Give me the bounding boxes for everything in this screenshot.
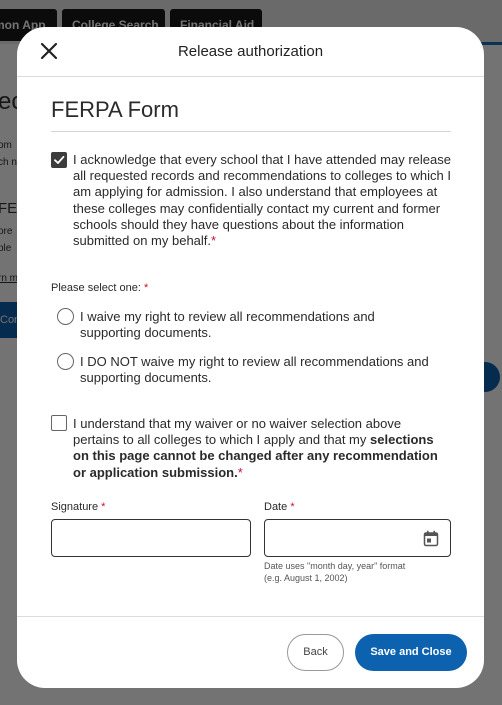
acknowledge-statement: I acknowledge that every school that I have attended may release all requested records and recommendations to colleges to which I am applying for admission. I also understand that employees at these colleges may confidentially contact my current and former schools should they have questions about the information submitted on my behalf. [73, 152, 451, 249]
signature-input[interactable] [51, 519, 251, 557]
date-hint-line: Date uses "month day, year" format [264, 561, 406, 571]
required-mark: * [211, 233, 217, 249]
understand-statement: I understand that my waiver or no waiver selection above pertains to all colleges to which I apply and that my [73, 416, 402, 448]
form-title: FERPA Form [51, 97, 179, 122]
waive-option-label[interactable]: I waive my right to review all recommendations and supporting documents. [80, 309, 375, 341]
waive-radio[interactable] [57, 308, 74, 325]
date-hint-example: (e.g. August 1, 2002) [264, 573, 348, 583]
date-format-hint [264, 560, 405, 584]
understand-emphasis: selections on this page cannot be changed after any recommendation or application submission. [73, 432, 438, 480]
required-mark: * [290, 501, 295, 513]
select-prompt-label: Please select one: [51, 282, 141, 294]
required-mark: * [237, 464, 243, 480]
date-label-text: Date [264, 501, 288, 513]
acknowledge-checkbox[interactable] [51, 152, 67, 168]
do-not-waive-option-label[interactable]: I DO NOT waive my right to review all recommendations and supporting documents. [80, 354, 429, 386]
calendar-icon[interactable] [423, 530, 439, 547]
signature-label-text: Signature [51, 501, 99, 513]
back-button[interactable]: Back [287, 634, 344, 671]
date-input[interactable] [264, 519, 451, 557]
select-prompt [51, 282, 148, 294]
required-mark: * [143, 282, 149, 294]
understand-checkbox[interactable] [51, 415, 67, 431]
do-not-waive-radio[interactable] [57, 353, 74, 370]
date-label [264, 501, 295, 513]
footer-divider [17, 616, 484, 617]
release-authorization-dialog [17, 27, 484, 688]
signature-label [51, 501, 105, 513]
required-mark: * [101, 501, 106, 513]
dialog-title: Release authorization [177, 43, 324, 60]
dialog-header [17, 27, 484, 77]
save-and-close-button[interactable]: Save and Close [355, 634, 467, 671]
understand-text [73, 416, 443, 481]
title-divider [51, 131, 451, 132]
checkmark-icon [53, 154, 65, 166]
acknowledge-text [73, 152, 453, 249]
